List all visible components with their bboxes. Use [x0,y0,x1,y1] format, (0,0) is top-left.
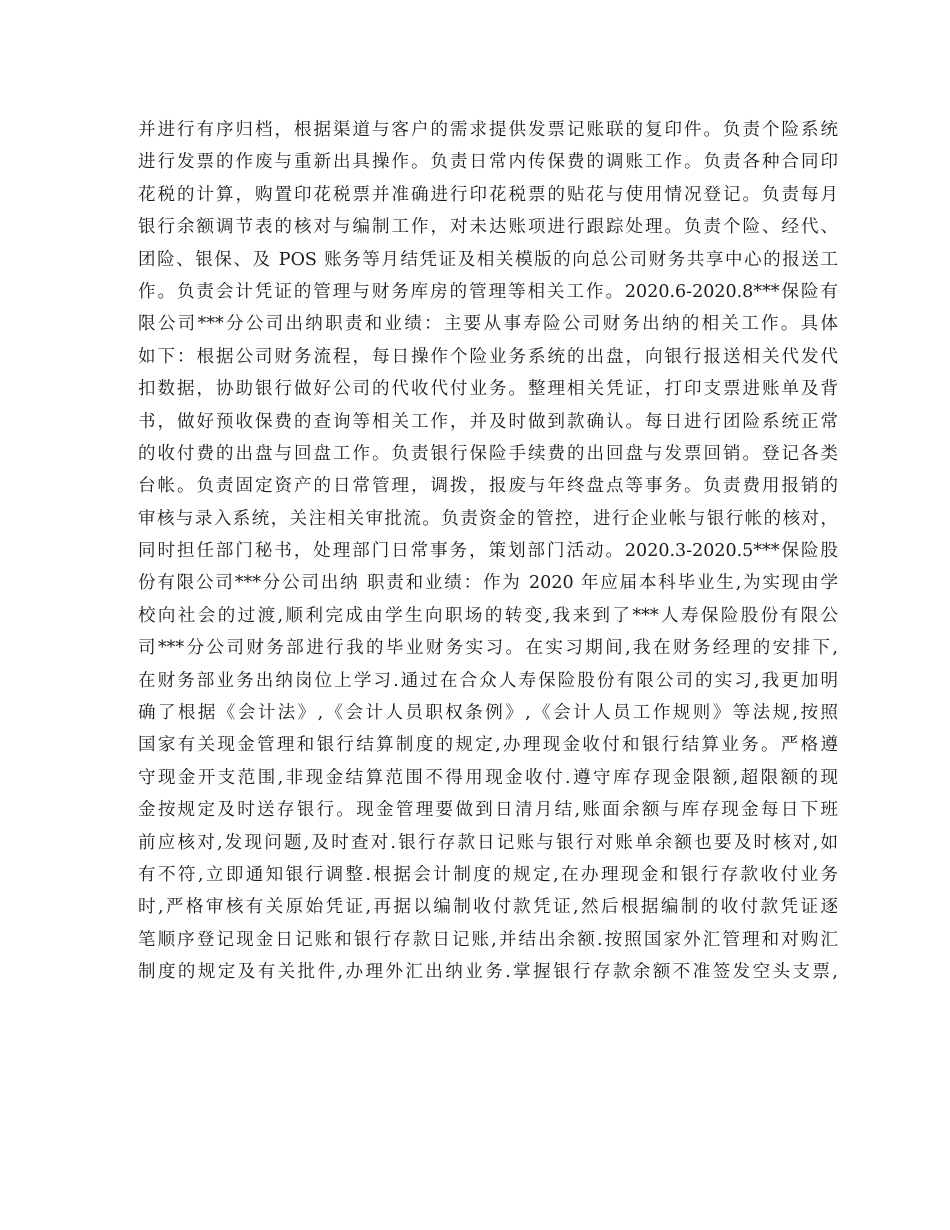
text-line-5: 团险、银保、及 POS 账务等月结凭证及相关模版的向总公司财务共享中心的报送工 [138,249,838,270]
text-line-7: 限公司***分公司出纳职责和业绩：主要从事寿险公司财务出纳的相关工作。具体 [138,314,838,335]
text-line-4: 银行余额调节表的核对与编制工作，对未达账项进行跟踪处理。负责个险、经代、 [138,217,838,238]
text-line-2: 进行发票的作废与重新出具操作。负责日常内传保费的调账工作。负责各种合同印 [138,152,838,173]
text-line-24: 有不符,立即通知银行调整.根据会计制度的规定,在办理现金和银行存款收付业务 [138,864,838,885]
text-line-12: 台帐。负责固定资产的日常管理，调拨，报废与年终盘点等事务。负责费用报销的 [138,476,838,497]
text-line-17: 司***分公司财务部进行我的毕业财务实习。在实习期间,我在财务经理的安排下, [138,638,838,659]
text-line-3: 花税的计算，购置印花税票并准确进行印花税票的贴花与使用情况登记。负责每月 [138,184,838,205]
text-line-13: 审核与录入系统，关注相关审批流。负责资金的管控，进行企业帐与银行帐的核对， [138,508,838,529]
text-line-25: 时,严格审核有关原始凭证,再据以编制收付款凭证,然后根据编制的收付款凭证逐 [138,897,838,918]
text-line-27: 制度的规定及有关批件,办理外汇出纳业务.掌握银行存款余额不准签发空头支票, [138,962,838,983]
text-line-20: 国家有关现金管理和银行结算制度的规定,办理现金收付和银行结算业务。严格遵 [138,735,838,756]
text-line-21: 守现金开支范围,非现金结算范围不得用现金收付.遵守库存现金限额,超限额的现 [138,767,838,788]
text-line-16: 校向社会的过渡,顺利完成由学生向职场的转变,我来到了***人寿保险股份有限公 [138,605,838,626]
text-line-19: 确了根据《会计法》,《会计人员职权条例》,《会计人员工作规则》等法规,按照 [138,703,838,724]
body-text [138,114,838,989]
text-line-22: 金按规定及时送存银行。现金管理要做到日清月结,账面余额与库存现金每日下班 [138,800,838,821]
text-line-8: 如下：根据公司财务流程，每日操作个险业务系统的出盘，向银行报送相关代发代 [138,346,838,367]
text-line-11: 的收付费的出盘与回盘工作。负责银行保险手续费的出回盘与发票回销。登记各类 [138,443,838,464]
text-line-9: 扣数据，协助银行做好公司的代收代付业务。整理相关凭证，打印支票进账单及背 [138,379,838,400]
text-line-10: 书，做好预收保费的查询等相关工作，并及时做到款确认。每日进行团险系统正常 [138,411,838,432]
text-line-15: 份有限公司***分公司出纳 职责和业绩：作为 2020 年应届本科毕业生,为实现由学 [138,573,838,594]
text-line-23: 前应核对,发现问题,及时查对.银行存款日记账与银行对账单余额也要及时核对,如 [138,832,838,853]
text-line-6: 作。负责会计凭证的管理与财务库房的管理等相关工作。2020.6-2020.8***保险有 [138,281,838,302]
text-line-1: 并进行有序归档，根据渠道与客户的需求提供发票记账联的复印件。负责个险系统 [138,120,838,140]
text-line-26: 笔顺序登记现金日记账和银行存款日记账,并结出余额.按照国家外汇管理和对购汇 [138,929,838,950]
text-line-14: 同时担任部门秘书，处理部门日常事务，策划部门活动。2020.3-2020.5***保险股 [138,541,838,562]
text-line-18: 在财务部业务出纳岗位上学习.通过在合众人寿保险股份有限公司的实习,我更加明 [138,670,838,691]
